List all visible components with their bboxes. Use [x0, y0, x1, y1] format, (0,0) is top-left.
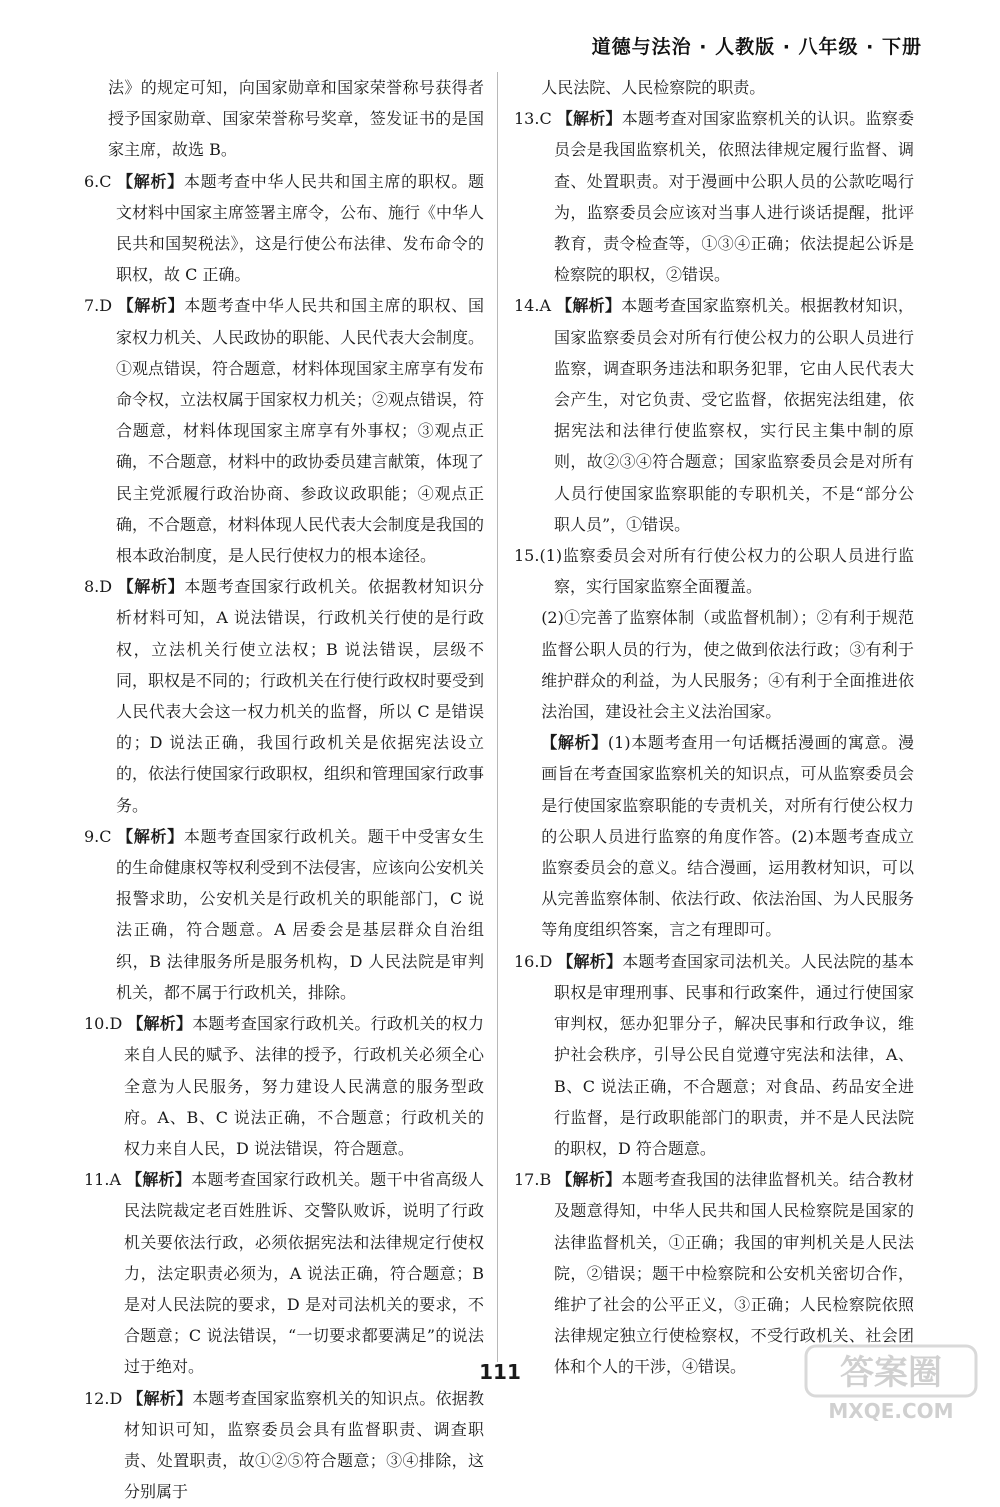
analysis-text: 本题考查中华人民共和国主席的职权、国家权力机关、人民政协的职能、人民代表大会制度。①观点错误，符合题意，材料体现国家主席享有发布命令权，立法权属于国家权力机关；②观点错误，符合题意，材料体现国家主席享有外事权；③观点正确，不合题意，材料中的政协委员建言献策，体现了民主党派履行政治协商、参政议政职能；④观点正确，不合题意，材料体现人民代表大会制度是我国的根本政治制度，是人民行使权力的根本途径。: [116, 296, 485, 566]
answer-number: 6.C: [84, 171, 112, 191]
analysis-text: (1)本题考查用一句话概括漫画的寓意。漫画旨在考查国家监察机关的知识点，可从监察委员会是行使国家监察职能的专责机关，对所有行使公权力的公职人员进行监察的角度作答。(2)本题考查成立监察委员会的意义。结合漫画，运用教材知识，可以从完善监察体制、依法行政、依法治国、为人民服务等角度组织答案，言之有理即可。: [541, 733, 914, 940]
analysis-tag: 【解析】: [127, 1014, 193, 1034]
analysis-text: 本题考查国家行政机关。行政机关的权力来自人民的赋予、法律的授予，行政机关必须全心全意为人民服务，努力建设人民满意的服务型政府。A、B、C 说法正确，不合题意；行政机关的权力来自人民，D 说法错误，符合题意。: [124, 1014, 484, 1158]
watermark-url: MXQE.COM: [828, 1399, 954, 1423]
analysis-text: 本题考查我国的法律监督机关。结合教材及题意得知，中华人民共和国人民检察院是国家的法律监督机关，①正确；我国的审判机关是人民法院，②错误；题干中检察院和公安机关密切合作，维护了社会的公平正义，③正确；人民检察院依照法律规定独立行使检察权，不受行政机关、社会团体和个人的干涉，④错误。: [554, 1170, 914, 1377]
analysis-tag: 【解析】: [116, 296, 185, 316]
answer-15-part-1: [514, 540, 914, 602]
answer-text: (1)监察委员会对所有行使公权力的公职人员进行监察，实行国家监察全面覆盖。: [539, 546, 914, 597]
answer-list-right-2: [514, 946, 914, 1383]
answer-number: 9.C: [84, 826, 112, 846]
answer-item: [84, 1164, 484, 1382]
right-column: [514, 72, 914, 1383]
answer-item: [84, 290, 484, 571]
answer-number: 17.B: [514, 1170, 552, 1190]
analysis-tag: 【解析】: [557, 951, 623, 971]
analysis-text: 本题考查国家行政机关。题干中受害女生的生命健康权等权利受到不法侵害，应该向公安机关报警求助，公安机关是行政机关的职能部门，C 说法正确，符合题意。A 居委会是基层群众自治组织，B 法律服务所是服务机构，D 人民法院是审判机关，都不属于行政机关，排除。: [116, 826, 485, 1002]
answer-list-right: [514, 103, 914, 540]
answer-number: 13.C: [514, 109, 552, 129]
analysis-tag: 【解析】: [541, 733, 608, 753]
answer-item: [84, 166, 484, 291]
continued-paragraph: 法》的规定可知，向国家勋章和国家荣誉称号获得者授予国家勋章、国家荣誉称号奖章，签发证书的是国家主席，故选 B。: [108, 78, 484, 160]
analysis-text: 本题考查国家司法机关。人民法院的基本职权是审理刑事、民事和行政案件，通过行使国家审判权，惩办犯罪分子，解决民事和行政争议，维护社会秩序，引导公民自觉遵守宪法和法律，A、B、C 说法正确，不合题意；对食品、药品安全进行监督，是行政职能部门的职责，并不是人民法院的职权，D 符合题意。: [554, 951, 914, 1158]
answer-list-left: [84, 166, 484, 1507]
analysis-tag: 【解析】: [556, 109, 622, 129]
watermark-text: 答案圈: [840, 1353, 942, 1393]
answer-number: 14.A: [514, 296, 551, 316]
answer-item: [514, 103, 914, 290]
analysis-text: 本题考查国家监察机关。根据教材知识，国家监察委员会对所有行使公权力的公职人员进行监察，调查职务违法和职务犯罪，它由人民代表大会产生，对它负责、受它监督，依据宪法组建，依据宪法和法律行使监察权，实行民主集中制的原则，故②③④符合题意；国家监察委员会是对所有人员行使国家监察职能的专职机关，不是“部分公职人员”，①错误。: [554, 296, 914, 534]
left-column: [84, 72, 484, 1507]
analysis-tag: 【解析】: [116, 826, 184, 846]
answer-15-analysis: [514, 727, 914, 945]
answer-number: 8.D: [84, 577, 113, 597]
page-number: 111: [479, 1360, 521, 1384]
analysis-tag: 【解析】: [127, 1388, 193, 1408]
answer-number: 11.A: [84, 1170, 121, 1190]
answer-item: [84, 821, 484, 1008]
answer-item: [84, 571, 484, 821]
analysis-tag: 【解析】: [116, 577, 185, 597]
answer-number: 12.D: [84, 1388, 123, 1408]
analysis-tag: 【解析】: [556, 1170, 622, 1190]
answer-item: [84, 1383, 484, 1507]
analysis-tag: 【解析】: [555, 296, 622, 316]
answer-number: 10.D: [84, 1014, 123, 1034]
answer-number: 15.: [514, 546, 540, 566]
analysis-text: 本题考查国家监察机关的知识点。依据教材知识可知，监察委员会具有监督职责、调查职责、处置职责，故①②⑤符合题意；③④排除，这分别属于: [124, 1388, 484, 1502]
analysis-text: 本题考查国家行政机关。题干中省高级人民法院裁定老百姓胜诉、交警队败诉，说明了行政机关要依法行政，必须依据宪法和法律规定行使权力，法定职责必须为，A 说法正确，符合题意；B 是对人民法院的要求，D 是对司法机关的要求，不合题意；C 说法错误，“一切要求都要满足”的说法过于绝对。: [124, 1170, 484, 1377]
analysis-text: 本题考查国家行政机关。依据教材知识分析材料可知，A 说法错误，行政机关行使的是行政权，立法机关行使立法权；B 说法错误，层级不同，职权是不同的；行政机关在行使行政权时要受到人民代表大会这一权力机关的监督，所以 C 是错误的；D 说法正确，我国行政机关是依据宪法设立的，依法行使国家行政职权，组织和管理国家行政事务。: [116, 577, 485, 815]
analysis-tag: 【解析】: [116, 171, 184, 191]
answer-item-15: [514, 540, 914, 946]
continued-paragraph: 人民法院、人民检察院的职责。: [541, 78, 766, 97]
page-header: 道德与法治 · 人教版 · 八年级 · 下册: [591, 36, 922, 58]
analysis-text: 本题考查对国家监察机关的认识。监察委员会是我国监察机关，依照法律规定履行监督、调查、处置职责。对于漫画中公职人员的公款吃喝行为，监察委员会应该对当事人进行谈话提醒，批评教育，责令检查等，①③④正确；依法提起公诉是检察院的职权，②错误。: [554, 109, 914, 285]
answer-item: [514, 290, 914, 540]
analysis-tag: 【解析】: [125, 1170, 192, 1190]
answer-15-part-2: (2)①完善了监察体制（或监督机制）；②有利于规范监督公职人员的行为，使之做到依法行政；③有利于维护群众的利益，为人民服务；④有利于全面推进依法治国，建设社会主义法治国家。: [541, 608, 914, 722]
analysis-text: 本题考查中华人民共和国主席的职权。题文材料中国家主席签署主席令，公布、施行《中华人民共和国契税法》，这是行使公布法律、发布命令的职权，故 C 正确。: [116, 171, 485, 285]
answer-number: 7.D: [84, 296, 113, 316]
column-divider: [497, 72, 498, 1362]
answer-item: [514, 946, 914, 1164]
answer-number: 16.D: [514, 951, 553, 971]
watermark-logo: [798, 1342, 984, 1426]
answer-item: [84, 1008, 484, 1164]
